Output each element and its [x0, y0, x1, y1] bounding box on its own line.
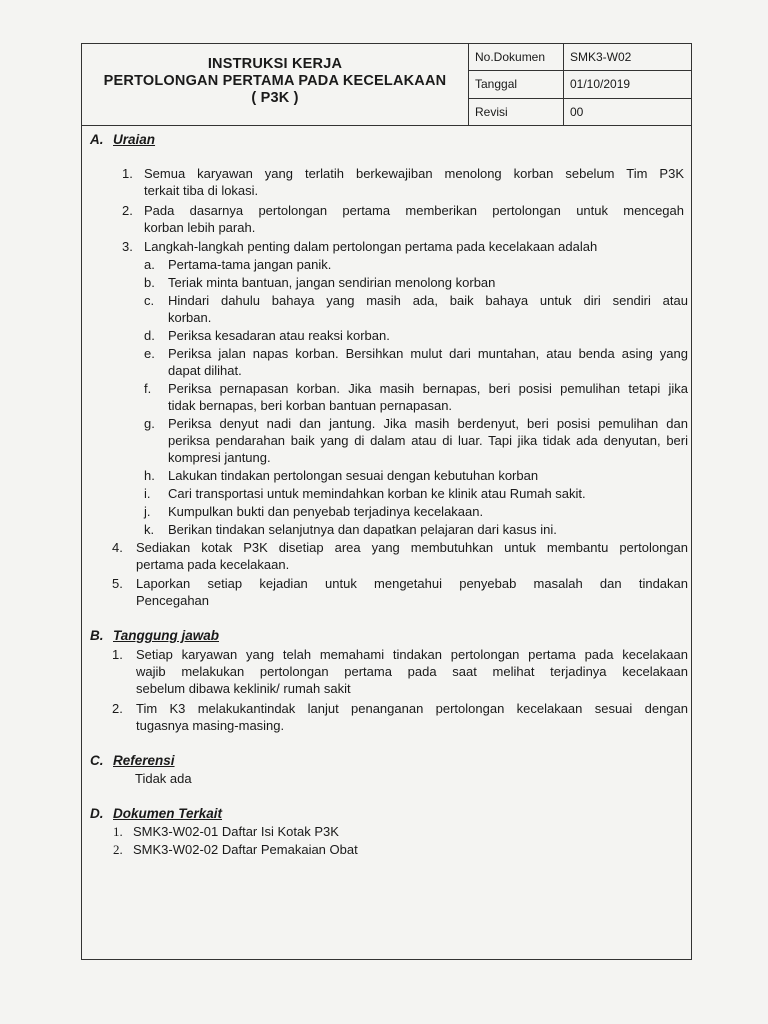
- list-item: [144, 345, 688, 379]
- list-item: [144, 467, 688, 484]
- list-item: [112, 539, 688, 573]
- list-item: [144, 292, 688, 326]
- item-text-line: Pada dasarnya pertolongan pertama memberikan pertolongan untuk mencegah: [144, 203, 684, 218]
- item-number: a.: [144, 257, 155, 272]
- item-text-line: Semua karyawan yang terlatih berkewajiban menolong korban sebelum Tim P3K: [144, 166, 684, 181]
- meta-label: Tanggal: [469, 71, 564, 98]
- item-text-line: tidak bernapas, beri korban bantuan pernapasan.: [168, 398, 453, 413]
- item-number: 1.: [113, 824, 123, 839]
- reference-text: Tidak ada: [135, 771, 192, 786]
- section-title: Tanggung jawab: [113, 628, 219, 643]
- item-text-line: pertama pada kecelakaan.: [136, 557, 290, 572]
- section-letter: D.: [90, 806, 104, 821]
- list-item: [144, 503, 688, 520]
- item-number: e.: [144, 346, 155, 361]
- list-item: [144, 256, 688, 273]
- item-text-line: sebelum dibawa keklinik/ rumah sakit: [136, 681, 351, 696]
- meta-label: No.Dokumen: [469, 44, 564, 71]
- item-text-line: Periksa jalan napas korban. Bersihkan mulut dari muntahan, atau benda asing yang: [168, 346, 688, 361]
- item-text-line: korban lebih parah.: [144, 220, 256, 235]
- list-item: [122, 165, 684, 199]
- title-line-3: ( P3K ): [251, 90, 299, 106]
- item-text-line: terkait tiba di lokasi.: [144, 183, 259, 198]
- list-item: [144, 327, 688, 344]
- item-text-line: Laporkan setiap kejadian untuk mengetahui penyebab masalah dan tindakan: [136, 576, 688, 591]
- list-item: [144, 485, 688, 502]
- item-text-line: Periksa kesadaran atau reaksi korban.: [168, 328, 390, 343]
- meta-row: [469, 44, 691, 71]
- related-document-item: [113, 842, 358, 858]
- item-text-line: Tim K3 melakukantindak lanjut penanganan pertolongan kecelakaan sesuai dengan: [136, 701, 688, 716]
- meta-value: SMK3-W02: [564, 44, 692, 71]
- section-letter: A.: [90, 132, 104, 147]
- item-text: SMK3-W02-01 Daftar Isi Kotak P3K: [133, 824, 339, 839]
- item-text: SMK3-W02-02 Daftar Pemakaian Obat: [133, 842, 358, 857]
- list-item: [112, 646, 688, 697]
- item-text-line: Periksa denyut nadi dan jantung. Jika masih berdenyut, beri posisi pemulihan dan: [168, 416, 688, 431]
- list-item: [122, 202, 684, 236]
- item-number: d.: [144, 328, 155, 343]
- item-text-line: dapat dilihat.: [168, 363, 242, 378]
- item-number: h.: [144, 468, 155, 483]
- item-number: 1.: [122, 166, 133, 181]
- meta-row: [469, 71, 691, 98]
- list-item: [144, 380, 688, 414]
- item-text-line: Periksa pernapasan korban. Jika masih bernapas, beri posisi pemulihan tetapi jika: [168, 381, 688, 396]
- section-title: Referensi: [113, 753, 175, 768]
- list-item: [144, 415, 688, 466]
- item-text-line: Sediakan kotak P3K disetiap area yang membutuhkan untuk membantu pertolongan: [136, 540, 688, 555]
- item-text-line: Kumpulkan bukti dan penyebab terjadinya kecelakaan.: [168, 504, 484, 519]
- document-meta-table: [469, 44, 691, 125]
- item-number: j.: [144, 504, 151, 519]
- section-title: Uraian: [113, 132, 156, 147]
- meta-label: Revisi: [469, 98, 564, 125]
- item-number: 3.: [122, 239, 133, 254]
- item-text-line: Langkah-langkah penting dalam pertolongan pertama pada kecelakaan adalah: [144, 239, 598, 254]
- list-item: [112, 575, 688, 609]
- document-header: [82, 44, 691, 126]
- list-item: [112, 700, 688, 734]
- item-number: c.: [144, 293, 155, 308]
- item-text-line: korban.: [168, 310, 212, 325]
- item-text-line: tugasnya masing-masing.: [136, 718, 285, 733]
- document-frame: [81, 43, 692, 960]
- item-number: i.: [144, 486, 151, 501]
- section-a-heading: [90, 132, 155, 147]
- item-number: f.: [144, 381, 152, 396]
- document-title: [82, 44, 469, 125]
- list-item: [144, 521, 688, 538]
- meta-value: 00: [564, 98, 692, 125]
- item-number: g.: [144, 416, 155, 431]
- list-item: [122, 238, 684, 255]
- title-line-1: INSTRUKSI KERJA: [207, 56, 343, 72]
- item-number: 5.: [112, 576, 123, 591]
- item-text-line: wajib melakukan pertolongan pertama pada saat melihat terjadinya kecelakaan: [136, 664, 688, 679]
- item-text-line: Teriak minta bantuan, jangan sendirian menolong korban: [168, 275, 496, 290]
- list-item: [144, 274, 688, 291]
- item-number: b.: [144, 275, 155, 290]
- item-text-line: Hindari dahulu bahaya yang masih ada, baik bahaya untuk diri sendiri atau: [168, 293, 688, 308]
- section-b-heading: [90, 628, 219, 643]
- item-text-line: periksa pendarahan baik yang di dalam atau di luar. Tapi jika tidak ada denyutan, beri: [168, 433, 688, 448]
- section-d-heading: [90, 806, 222, 821]
- section-letter: C.: [90, 753, 104, 768]
- item-number: k.: [144, 522, 155, 537]
- item-text-line: Pencegahan: [136, 593, 210, 608]
- item-number: 4.: [112, 540, 123, 555]
- section-title: Dokumen Terkait: [113, 806, 223, 821]
- meta-value: 01/10/2019: [564, 71, 692, 98]
- item-number: 2.: [122, 203, 133, 218]
- related-document-item: [113, 824, 339, 840]
- item-number: 1.: [112, 647, 123, 662]
- meta-row: [469, 98, 691, 125]
- item-text-line: Lakukan tindakan pertolongan sesuai dengan kebutuhan korban: [168, 468, 539, 483]
- title-line-2: PERTOLONGAN PERTAMA PADA KECELAKAAN: [103, 73, 447, 89]
- item-text-line: kompresi jantung.: [168, 450, 271, 465]
- section-c-heading: [90, 753, 175, 768]
- item-text-line: Pertama-tama jangan panik.: [168, 257, 332, 272]
- item-text-line: Setiap karyawan yang telah memahami tindakan pertolongan pertama pada kecelakaan: [136, 647, 688, 662]
- item-number: 2.: [113, 842, 123, 857]
- item-number: 2.: [112, 701, 123, 716]
- item-text-line: Berikan tindakan selanjutnya dan dapatkan pelajaran dari kasus ini.: [168, 522, 557, 537]
- item-text-line: Cari transportasi untuk memindahkan korban ke klinik atau Rumah sakit.: [168, 486, 586, 501]
- section-letter: B.: [90, 628, 104, 643]
